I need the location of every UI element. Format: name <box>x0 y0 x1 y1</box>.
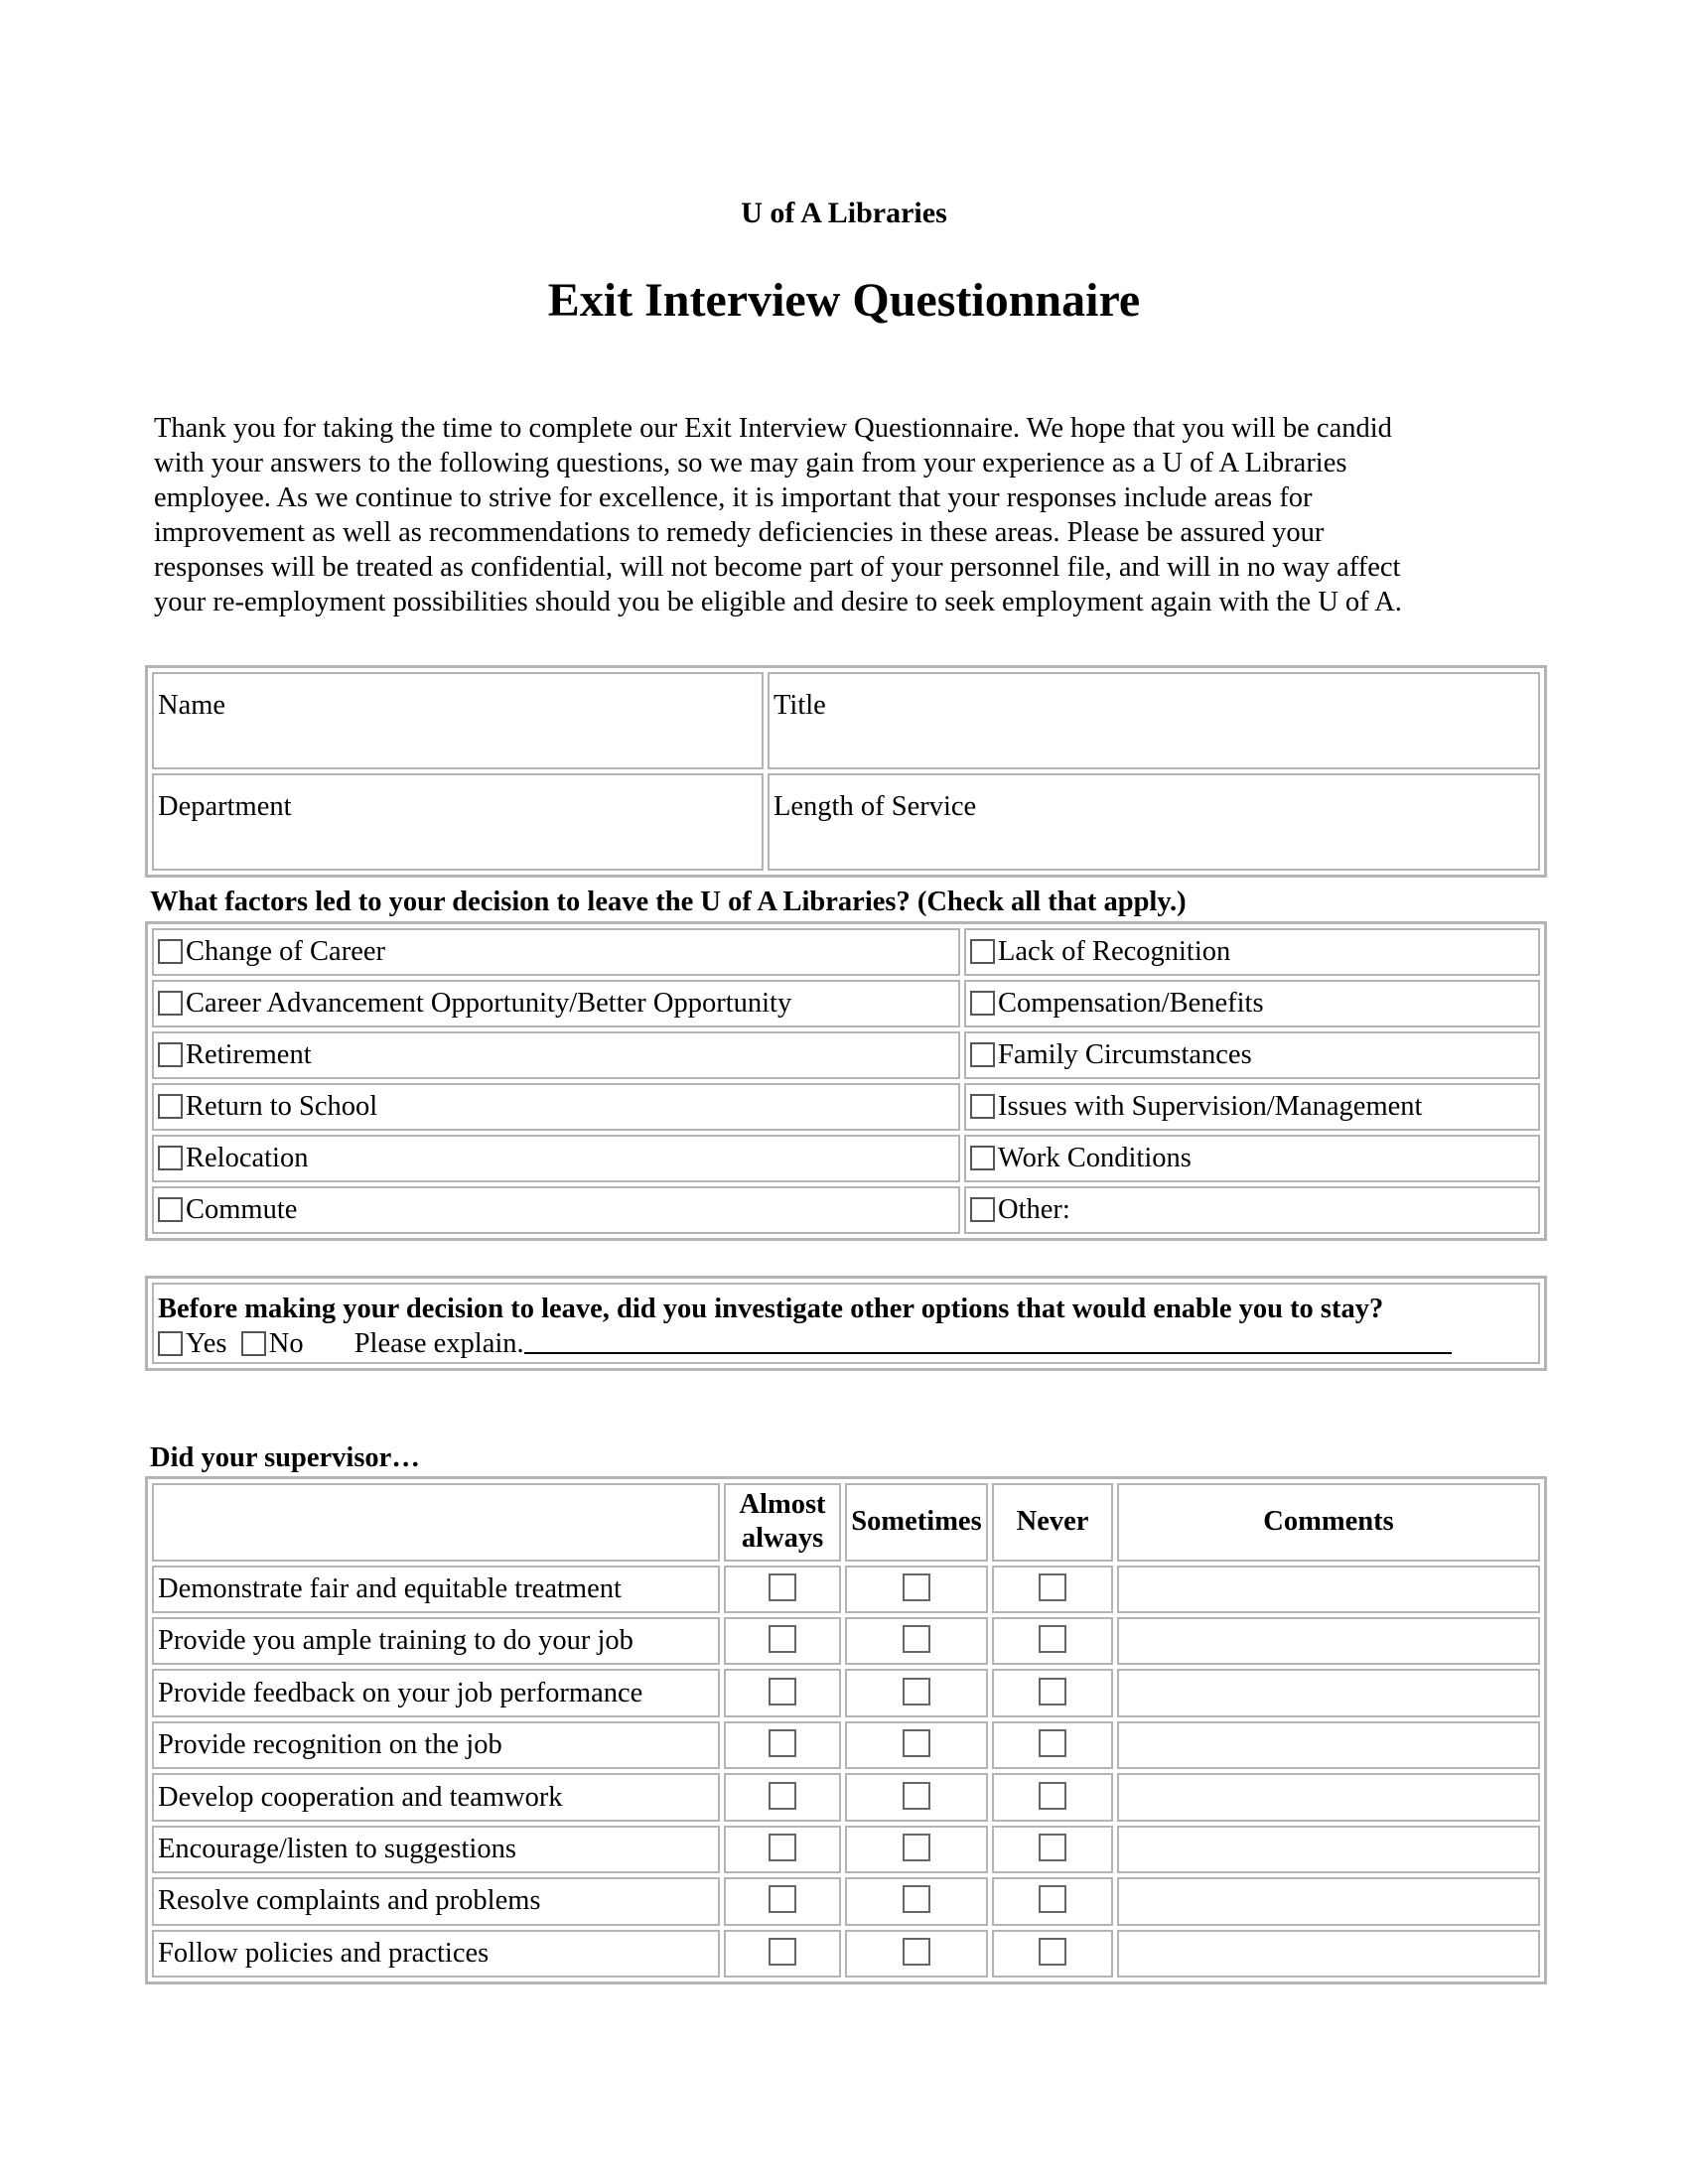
never-cell <box>992 1721 1113 1769</box>
intro-line: improvement as well as recommendations to remedy deficiencies in these areas. Please be assured your <box>154 517 1325 548</box>
sometimes-cell <box>845 1721 988 1769</box>
factor-label: Compensation/Benefits <box>998 988 1264 1019</box>
almost-always-checkbox[interactable] <box>769 1625 796 1653</box>
factor-label: Issues with Supervision/Management <box>998 1091 1423 1122</box>
name-label: Name <box>158 690 226 721</box>
never-cell <box>992 1566 1113 1613</box>
factor-row <box>152 928 1540 976</box>
almost-always-checkbox[interactable] <box>769 1834 796 1861</box>
comments-field[interactable] <box>1117 1930 1540 1978</box>
organization-name: U of A Libraries <box>741 197 947 229</box>
almost-always-cell <box>724 1669 841 1716</box>
no-label: No <box>268 1328 304 1359</box>
intro-line: Thank you for taking the time to complete our Exit Interview Questionnaire. We hope that you will be candid <box>154 413 1392 444</box>
supervisor-item-label: Provide recognition on the job <box>152 1721 720 1769</box>
never-cell <box>992 1669 1113 1716</box>
factor-checkbox[interactable] <box>158 991 183 1016</box>
factors-heading: What factors led to your decision to leave the U of A Libraries? (Check all that apply.) <box>150 887 1187 917</box>
supervisor-item-label: Demonstrate fair and equitable treatment <box>152 1566 720 1613</box>
almost-always-cell <box>724 1930 841 1978</box>
yes-checkbox[interactable] <box>158 1331 183 1356</box>
almost-always-checkbox[interactable] <box>769 1573 796 1601</box>
supervisor-item-label: Provide feedback on your job performance <box>152 1669 720 1716</box>
factor-cell <box>964 1031 1540 1079</box>
never-checkbox[interactable] <box>1039 1782 1066 1810</box>
sometimes-checkbox[interactable] <box>903 1678 930 1706</box>
title-field[interactable] <box>768 672 1540 769</box>
factor-row <box>152 980 1540 1027</box>
factor-cell <box>152 1083 960 1131</box>
factor-cell <box>964 1135 1540 1182</box>
department-field[interactable] <box>152 773 764 871</box>
almost-always-cell <box>724 1566 841 1613</box>
factor-cell <box>964 980 1540 1027</box>
almost-always-cell <box>724 1826 841 1873</box>
factor-label: Career Advancement Opportunity/Better Opportunity <box>186 988 792 1019</box>
factor-row <box>152 1135 1540 1182</box>
factor-row <box>152 1031 1540 1079</box>
factor-label: Family Circumstances <box>998 1039 1252 1070</box>
sometimes-cell <box>845 1877 988 1925</box>
intro-line: employee. As we continue to strive for excellence, it is important that your responses include areas for <box>154 482 1313 513</box>
factor-label: Return to School <box>186 1091 378 1122</box>
factor-label: Relocation <box>186 1143 309 1173</box>
almost-always-checkbox[interactable] <box>769 1938 796 1966</box>
factor-label: Retirement <box>186 1039 312 1070</box>
supervisor-row <box>152 1566 1540 1613</box>
factor-checkbox[interactable] <box>158 939 183 964</box>
sometimes-cell <box>845 1826 988 1873</box>
never-cell <box>992 1877 1113 1925</box>
supervisor-item-label: Provide you ample training to do your job <box>152 1617 720 1665</box>
explain-label: Please explain. <box>353 1328 524 1359</box>
sometimes-checkbox[interactable] <box>903 1573 930 1601</box>
factor-cell <box>964 928 1540 976</box>
almost-always-cell <box>724 1617 841 1665</box>
intro-line: your re-employment possibilities should you be eligible and desire to seek employment again with the U of A. <box>154 587 1402 617</box>
factor-cell <box>152 1135 960 1182</box>
factors-table <box>145 921 1547 1241</box>
sometimes-checkbox[interactable] <box>903 1625 930 1653</box>
header-never: Never <box>992 1483 1113 1562</box>
no-checkbox[interactable] <box>241 1331 266 1356</box>
never-cell <box>992 1930 1113 1978</box>
factor-checkbox[interactable] <box>970 939 995 964</box>
supervisor-item-label: Develop cooperation and teamwork <box>152 1773 720 1821</box>
factor-cell <box>152 1031 960 1079</box>
factor-row <box>152 1186 1540 1234</box>
factor-checkbox[interactable] <box>970 1042 995 1067</box>
sometimes-checkbox[interactable] <box>903 1885 930 1913</box>
sometimes-checkbox[interactable] <box>903 1729 930 1757</box>
factor-cell <box>152 1186 960 1234</box>
factor-label: Work Conditions <box>998 1143 1192 1173</box>
supervisor-row <box>152 1826 1540 1873</box>
sometimes-cell <box>845 1669 988 1716</box>
factor-checkbox[interactable] <box>158 1146 183 1170</box>
explain-input-line[interactable] <box>524 1326 1452 1354</box>
comments-field[interactable] <box>1117 1773 1540 1821</box>
factor-cell <box>964 1083 1540 1131</box>
never-cell <box>992 1617 1113 1665</box>
header-almost-always: Almost always <box>724 1483 841 1562</box>
factor-checkbox[interactable] <box>970 991 995 1016</box>
supervisor-item-label: Follow policies and practices <box>152 1930 720 1978</box>
sometimes-cell <box>845 1930 988 1978</box>
comments-field[interactable] <box>1117 1877 1540 1925</box>
supervisor-row <box>152 1930 1540 1978</box>
almost-always-checkbox[interactable] <box>769 1729 796 1757</box>
yes-label: Yes <box>186 1328 227 1359</box>
never-checkbox[interactable] <box>1039 1625 1066 1653</box>
name-field[interactable] <box>152 672 764 769</box>
sometimes-checkbox[interactable] <box>903 1782 930 1810</box>
header-blank <box>152 1483 720 1562</box>
comments-field[interactable] <box>1117 1669 1540 1716</box>
never-checkbox[interactable] <box>1039 1573 1066 1601</box>
supervisor-header-row <box>152 1483 1540 1562</box>
comments-field[interactable] <box>1117 1826 1540 1873</box>
never-checkbox[interactable] <box>1039 1938 1066 1966</box>
length-of-service-field[interactable] <box>768 773 1540 871</box>
department-label: Department <box>158 791 292 822</box>
sometimes-checkbox[interactable] <box>903 1834 930 1861</box>
factor-label: Other: <box>998 1194 1070 1225</box>
never-checkbox[interactable] <box>1039 1678 1066 1706</box>
stay-answer-row <box>158 1326 1534 1361</box>
sometimes-cell <box>845 1566 988 1613</box>
factor-cell <box>152 980 960 1027</box>
factor-checkbox[interactable] <box>970 1197 995 1222</box>
almost-always-checkbox[interactable] <box>769 1782 796 1810</box>
never-checkbox[interactable] <box>1039 1729 1066 1757</box>
comments-field[interactable] <box>1117 1566 1540 1613</box>
never-cell <box>992 1826 1113 1873</box>
factor-checkbox[interactable] <box>970 1146 995 1170</box>
intro-line: with your answers to the following questions, so we may gain from your experience as a U of A Libraries <box>154 448 1347 478</box>
factor-label: Change of Career <box>186 936 385 967</box>
sometimes-cell <box>845 1773 988 1821</box>
length-of-service-label: Length of Service <box>774 791 977 822</box>
factor-label: Lack of Recognition <box>998 936 1231 967</box>
factor-checkbox[interactable] <box>970 1094 995 1119</box>
supervisor-row <box>152 1721 1540 1769</box>
intro-paragraph <box>154 411 1544 619</box>
supervisor-item-label: Resolve complaints and problems <box>152 1877 720 1925</box>
header-comments: Comments <box>1117 1483 1540 1562</box>
header-sometimes: Sometimes <box>845 1483 988 1562</box>
factor-cell <box>152 928 960 976</box>
comments-field[interactable] <box>1117 1721 1540 1769</box>
stay-question: Before making your decision to leave, did you investigate other options that would enable you to stay? <box>158 1294 1384 1324</box>
employee-info-table <box>145 665 1547 878</box>
never-checkbox[interactable] <box>1039 1834 1066 1861</box>
factor-checkbox[interactable] <box>158 1197 183 1222</box>
supervisor-item-label: Encourage/listen to suggestions <box>152 1826 720 1873</box>
stay-options-table <box>145 1276 1547 1371</box>
supervisor-table <box>145 1476 1547 1984</box>
supervisor-heading: Did your supervisor… <box>150 1442 420 1473</box>
almost-always-cell <box>724 1721 841 1769</box>
never-cell <box>992 1773 1113 1821</box>
supervisor-row <box>152 1877 1540 1925</box>
almost-always-checkbox[interactable] <box>769 1678 796 1706</box>
sometimes-cell <box>845 1617 988 1665</box>
supervisor-row <box>152 1669 1540 1716</box>
factor-cell <box>964 1186 1540 1234</box>
comments-field[interactable] <box>1117 1617 1540 1665</box>
intro-line: responses will be treated as confidential, will not become part of your personnel file, and will in no way affect <box>154 552 1401 583</box>
sometimes-checkbox[interactable] <box>903 1938 930 1966</box>
factor-checkbox[interactable] <box>158 1094 183 1119</box>
factor-row <box>152 1083 1540 1131</box>
almost-always-checkbox[interactable] <box>769 1885 796 1913</box>
never-checkbox[interactable] <box>1039 1885 1066 1913</box>
title-label: Title <box>774 690 826 721</box>
page-title: Exit Interview Questionnaire <box>547 274 1141 327</box>
factor-checkbox[interactable] <box>158 1042 183 1067</box>
factor-label: Commute <box>186 1194 298 1225</box>
almost-always-cell <box>724 1773 841 1821</box>
supervisor-row <box>152 1773 1540 1821</box>
almost-always-cell <box>724 1877 841 1925</box>
supervisor-row <box>152 1617 1540 1665</box>
